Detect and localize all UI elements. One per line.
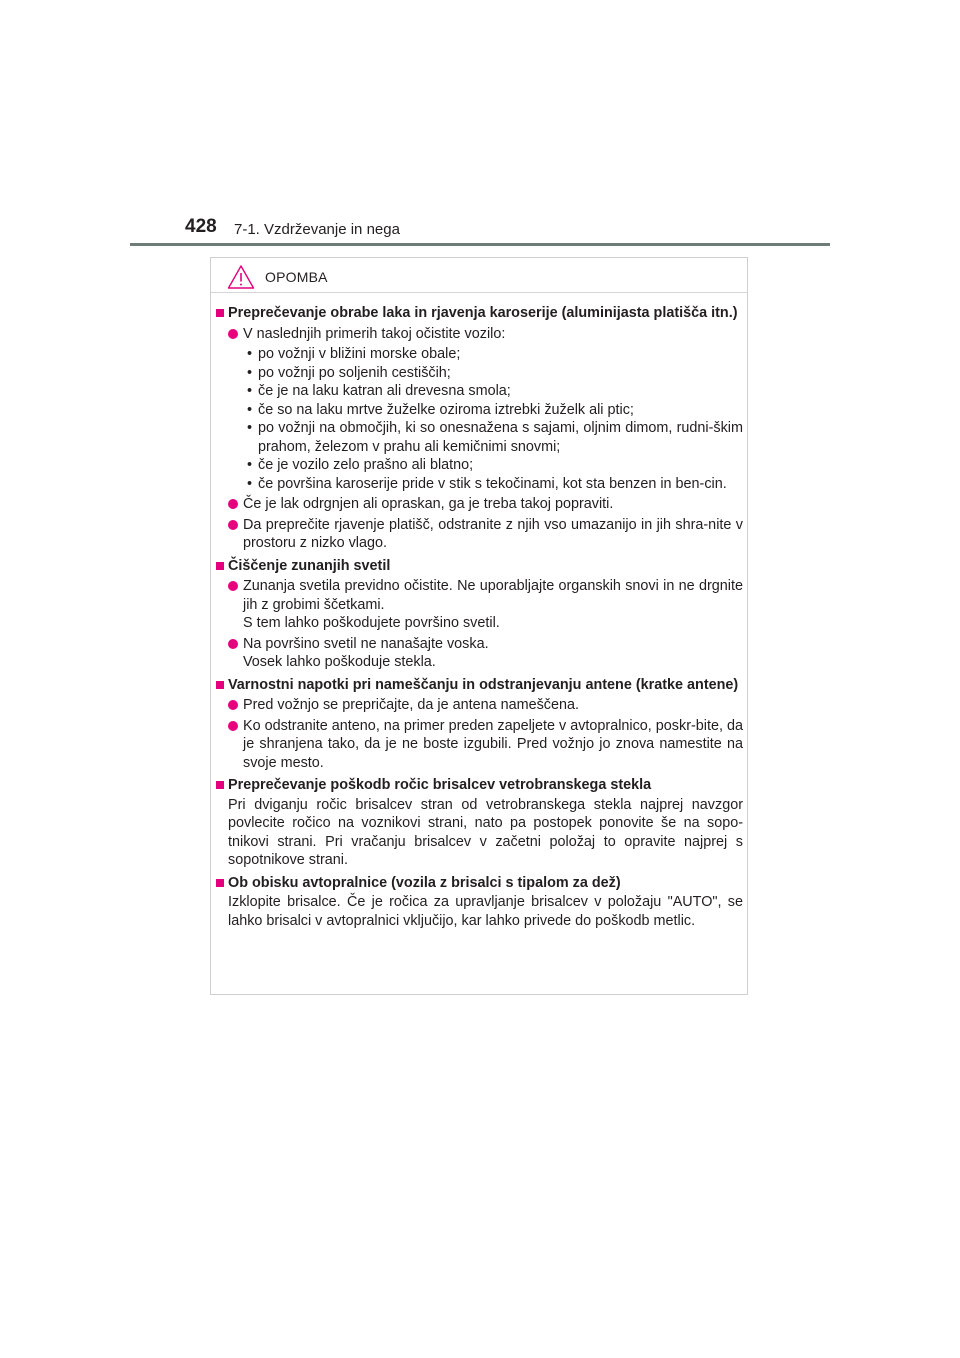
section-heading: Varnostni napotki pri nameščanju in odstranjevanju antene (kratke antene) (216, 676, 743, 695)
bullet-text-note: Vosek lahko poškoduje stekla. (243, 654, 436, 670)
list-item: • po vožnji na območjih, ki so onesnažena s sajami, oljnim dimom, rudni-škim prahom, železom v prahu ali kemičnimi snovmi; (216, 419, 743, 456)
section-paragraph: Pri dviganju ročic brisalcev stran od vetrobranskega stekla najprej navzgor povlecite ročico na voznikovi strani, nato pa postopek ponovite še na sopo-tnikovi strani. Pri vračanju brisalcev v začetni položaj to opravite najprej s sopotnikove strani. (228, 796, 743, 868)
header-rule (130, 243, 830, 246)
bullet-item: Če je lak odrgnjen ali opraskan, ga je treba takoj popraviti. (216, 495, 743, 514)
bullet-item (216, 635, 743, 672)
notice-divider (211, 292, 747, 293)
list-item: • če površina karoserije pride v stik s tekočinami, kot sta benzen in ben-cin. (216, 475, 743, 494)
section-heading: Preprečevanje poškodb ročic brisalcev vetrobranskega stekla (216, 776, 743, 795)
list-item: • če so na laku mrtve žuželke oziroma iztrebki žuželk ali ptic; (216, 401, 743, 420)
notice-header (227, 262, 328, 292)
list-item: • po vožnji v bližini morske obale; (216, 345, 743, 364)
bullet-item: Da preprečite rjavenje platišč, odstranite z njih vso umazanijo in jih shra-nite v prostoru z nizko vlago. (216, 516, 743, 553)
section-title: 7-1. Vzdrževanje in nega (234, 221, 400, 238)
bullet-text: Na površino svetil ne nanašajte voska. (243, 635, 489, 652)
bullet-item: Pred vožnjo se prepričajte, da je antena nameščena. (216, 696, 743, 715)
bullet-text-note: S tem lahko poškodujete površino svetil. (243, 615, 500, 631)
notice-content (216, 300, 743, 930)
warning-triangle-icon (227, 264, 255, 290)
section-heading: Preprečevanje obrabe laka in rjavenja karoserije (aluminijasta platišča itn.) (216, 304, 743, 323)
section-heading: Čiščenje zunanjih svetil (216, 557, 743, 576)
list-item: • po vožnji po soljenih cestiščih; (216, 364, 743, 383)
notice-title: OPOMBA (265, 269, 328, 285)
page-number: 428 (185, 216, 217, 237)
notice-box (210, 257, 748, 995)
dash-list (216, 345, 743, 493)
list-item: • če je vozilo zelo prašno ali blatno; (216, 456, 743, 475)
section-heading: Ob obisku avtopralnice (vozila z brisalci s tipalom za dež) (216, 874, 743, 893)
section-paragraph: Izklopite brisalce. Če je ročica za upravljanje brisalcev v položaju "AUTO", se lahko brisalci v avtopralnici vključijo, kar lahko privede do poškodb metlic. (228, 894, 743, 929)
bullet-item: V naslednjih primerih takoj očistite vozilo: (216, 325, 743, 344)
bullet-item: Ko odstranite anteno, na primer preden zapeljete v avtopralnico, poskr-bite, da je shranjena tako, da je ne boste izgubili. Pred vožnjo jo znova namestite na svoje mesto. (216, 717, 743, 773)
bullet-text: Zunanja svetila previdno očistite. Ne uporabljajte organskih snovi in ne drgnite jih z grobimi ščetkami. (243, 578, 743, 613)
list-item: • če je na laku katran ali drevesna smola; (216, 382, 743, 401)
bullet-item (216, 577, 743, 633)
